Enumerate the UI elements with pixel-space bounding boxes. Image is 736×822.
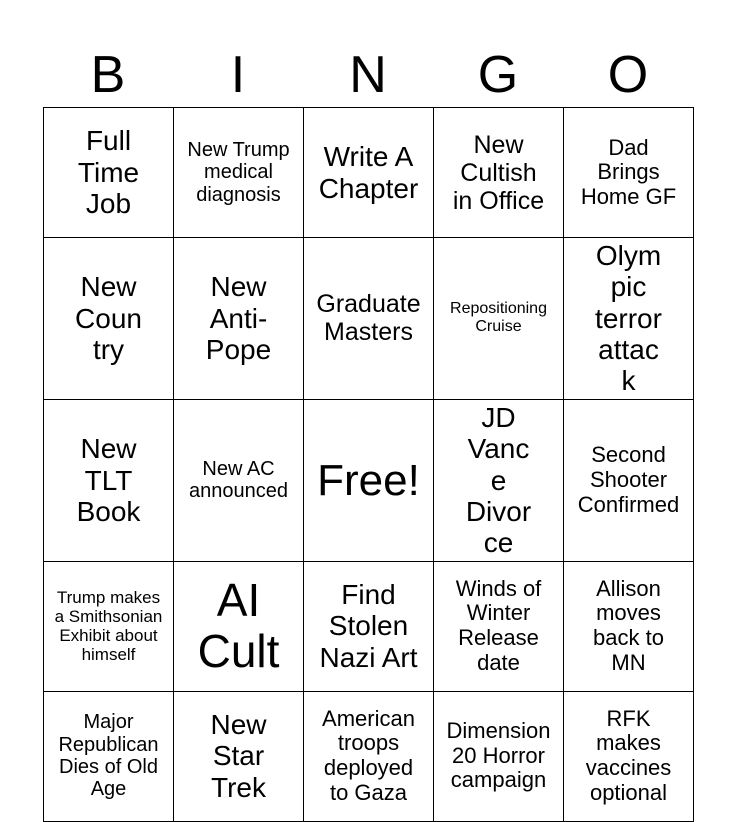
bingo-header: [43, 46, 693, 104]
board-row: [44, 108, 694, 238]
bingo-square[interactable]: [564, 691, 694, 821]
bingo-square[interactable]: [564, 561, 694, 691]
bingo-square[interactable]: [304, 108, 434, 238]
bingo-square[interactable]: [44, 561, 174, 691]
bingo-square[interactable]: [304, 561, 434, 691]
square-text: Dimension 20 Horror campaign: [446, 718, 551, 793]
square-text: RFK makes vaccines optional: [585, 705, 672, 805]
square-text: Olympic terror attack: [595, 240, 662, 397]
square-text: New Trump medical diagnosis: [187, 138, 290, 206]
square-text: Write A Chapter: [318, 141, 419, 204]
bingo-square[interactable]: [434, 399, 564, 561]
square-text: New Country: [75, 271, 142, 366]
board-row: [44, 561, 694, 691]
bingo-square[interactable]: [174, 399, 304, 561]
square-text: Trump makes a Smithsonian Exhibit about himself: [54, 588, 163, 665]
square-text: Allison moves back to MN: [593, 575, 664, 675]
bingo-square[interactable]: [44, 691, 174, 821]
header-letter-g: G: [477, 46, 519, 104]
bingo-square[interactable]: [44, 108, 174, 238]
bingo-square[interactable]: [434, 238, 564, 400]
square-text: New TLT Book: [76, 433, 141, 527]
square-text: New AC announced: [189, 457, 288, 503]
square-text: New Anti-Pope: [205, 271, 272, 366]
square-text: American troops deployed to Gaza: [322, 705, 415, 805]
bingo-square[interactable]: [564, 108, 694, 238]
bingo-square[interactable]: [434, 561, 564, 691]
header-letter-o: O: [607, 46, 649, 104]
square-text: Second Shooter Confirmed: [577, 442, 680, 517]
bingo-square[interactable]: [564, 238, 694, 400]
board-row: [44, 399, 694, 561]
square-text: Winds of Winter Release date: [455, 575, 542, 675]
bingo-square[interactable]: [44, 399, 174, 561]
bingo-square[interactable]: [174, 108, 304, 238]
bingo-square[interactable]: [304, 691, 434, 821]
header-letter-i: I: [230, 46, 246, 104]
square-text: Graduate Masters: [316, 290, 421, 347]
square-text: New Star Trek: [210, 709, 267, 803]
bingo-square[interactable]: [174, 238, 304, 400]
square-text: Dad Brings Home GF: [580, 134, 677, 209]
bingo-square[interactable]: [434, 108, 564, 238]
board-row: [44, 691, 694, 821]
square-text: AI Cult: [197, 573, 280, 678]
square-text: Find Stolen Nazi Art: [319, 579, 418, 673]
board-row: [44, 238, 694, 400]
square-text: JD Vance Divorce: [465, 401, 532, 559]
bingo-square[interactable]: [174, 691, 304, 821]
square-text: Free!: [317, 455, 420, 505]
bingo-square[interactable]: [564, 399, 694, 561]
bingo-square[interactable]: [304, 238, 434, 400]
bingo-square[interactable]: [174, 561, 304, 691]
square-text: Full Time Job: [77, 125, 140, 220]
free-square[interactable]: [304, 399, 434, 561]
square-text: New Cultish in Office: [452, 130, 545, 215]
bingo-board: [43, 107, 694, 822]
bingo-square[interactable]: [44, 238, 174, 400]
header-letter-n: N: [349, 46, 387, 104]
bingo-square[interactable]: [434, 691, 564, 821]
square-text: Repositioning Cruise: [450, 300, 547, 336]
header-letter-b: B: [90, 46, 126, 104]
square-text: Major Republican Dies of Old Age: [58, 711, 159, 801]
